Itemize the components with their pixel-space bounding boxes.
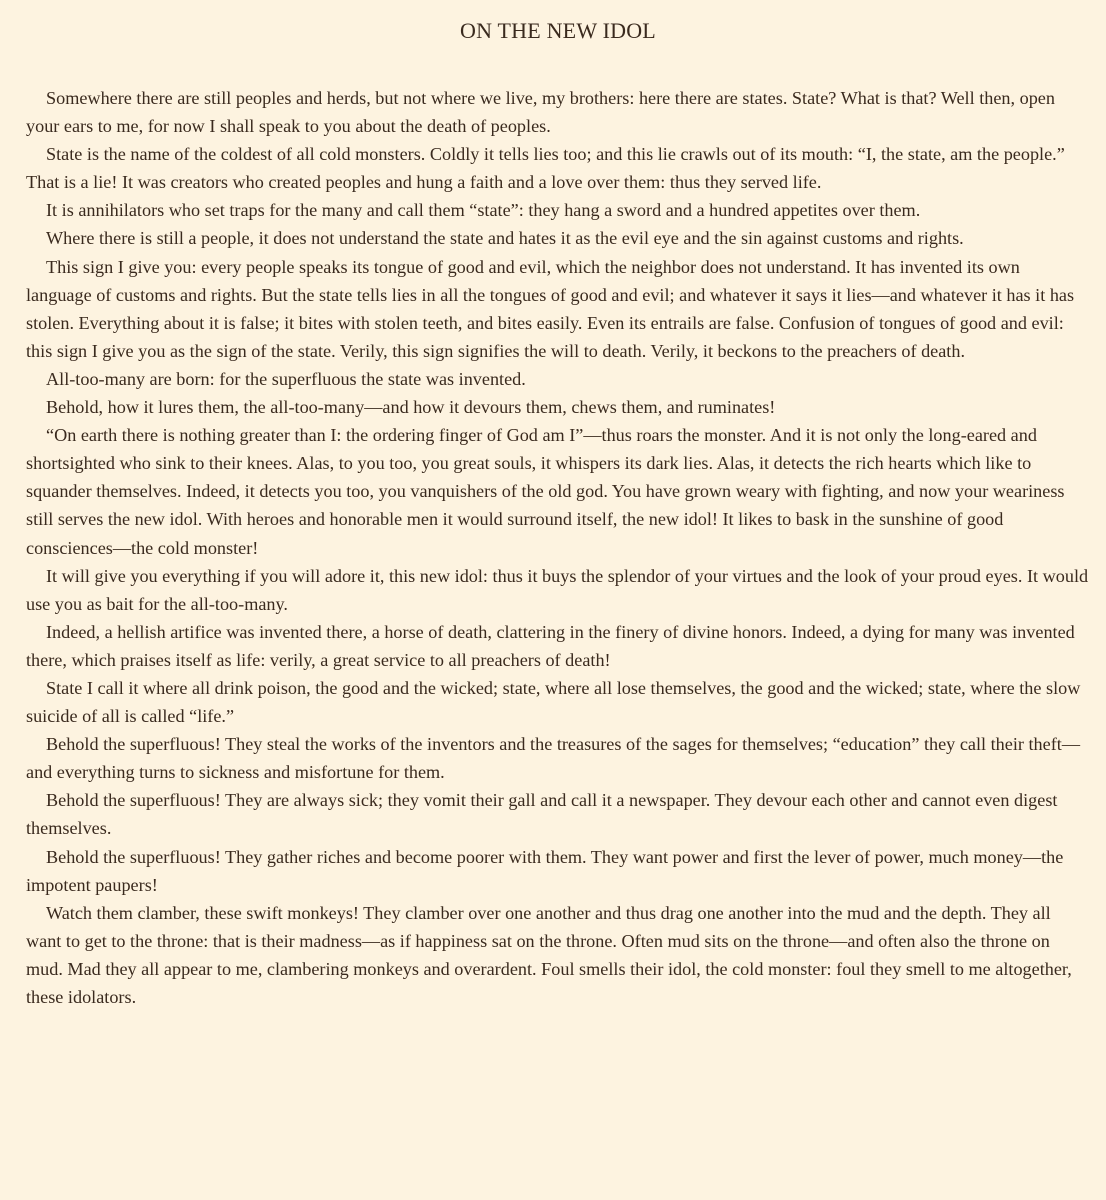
paragraph: Watch them clamber, these swift monkeys! They clamber over one another and thus drag one another into the mud and the depth. They all want to get to the throne: that is their madness—as if happiness sat on the throne. Often mud sits on the throne—and often also the throne on mud. Mad they all appear to me, clambering monkeys and overardent. Foul smells their idol, the cold monster: foul they smell to me altogether, these idolators. bbox=[26, 902, 1072, 1007]
paragraph: Somewhere there are still peoples and herds, but not where we live, my brothers: here there are states. State? What is that? Well then, open your ears to me, for now I shall speak to you about the death of peoples. bbox=[26, 88, 1055, 137]
chapter-body bbox=[26, 84, 1090, 1011]
paragraph: Behold the superfluous! They steal the works of the inventors and the treasures of the sages for themselves; “education” they call their theft—and everything turns to sickness and misfortune for them. bbox=[26, 734, 1081, 783]
paragraph: Where there is still a people, it does not understand the state and hates it as the evil eye and the sin against customs and rights. bbox=[46, 228, 964, 249]
paragraph: All-too-many are born: for the superfluous the state was invented. bbox=[46, 368, 526, 389]
paragraph: State I call it where all drink poison, the good and the wicked; state, where all lose themselves, the good and the wicked; state, where the slow suicide of all is called “life.” bbox=[26, 677, 1081, 727]
paragraph: Behold the superfluous! They gather riches and become poorer with them. They want power and first the lever of power, much money—the impotent paupers! bbox=[26, 846, 1064, 895]
paragraph: “On earth there is nothing greater than I: the ordering finger of God am I”—thus roars the monster. And it is not only the long-eared and shortsighted who sink to their knees. Alas, to you too, you great souls, it whispers its dark lies. Alas, it detects the rich hearts which like to squander themselves. Indeed, it detects you too, you vanquishers of the old god. You have grown weary with fighting, and now your weariness still serves the new idol. With heroes and honorable men it would surround itself, the new idol! It likes to bask in the sunshine of good consciences—the cold monster! bbox=[26, 425, 1065, 558]
paragraph: It is annihilators who set traps for the many and call them “state”: they hang a sword and a hundred appetites over them. bbox=[46, 200, 921, 221]
paragraph: Behold the superfluous! They are always sick; they vomit their gall and call it a newspaper. They devour each other and cannot even digest themselves. bbox=[26, 790, 1058, 839]
paragraph: This sign I give you: every people speaks its tongue of good and evil, which the neighbor does not understand. It has invented its own language of customs and rights. But the state tells lies in all the tongues of good and evil; and whatever it says it lies—and whatever it has it has stolen. Everything about it is false; it bites with stolen teeth, and bites easily. Even its entrails are false. Confusion of tongues of good and evil: this sign I give you as the sign of the state. Verily, this sign signifies the will to death. Verily, it beckons to the preachers of death. bbox=[26, 256, 1075, 361]
paragraph: Behold, how it lures them, the all-too-many—and how it devours them, chews them, and ruminates! bbox=[46, 397, 776, 418]
chapter-title: ON THE NEW IDOL bbox=[460, 18, 656, 43]
paragraph: It will give you everything if you will adore it, this new idol: thus it buys the splendor of your virtues and the look of your proud eyes. It would use you as bait for the all-too-many. bbox=[26, 565, 1089, 614]
paragraph: Indeed, a hellish artifice was invented there, a horse of death, clattering in the finery of divine honors. Indeed, a dying for many was invented there, which praises itself as life: verily, a great service to all preachers of death! bbox=[26, 621, 1075, 670]
paragraph: State is the name of the coldest of all cold monsters. Coldly it tells lies too; and this lie crawls out of its mouth: “I, the state, am the people.” That is a lie! It was creators who created peoples and hung a faith and a love over them: thus they served life. bbox=[26, 144, 1065, 193]
